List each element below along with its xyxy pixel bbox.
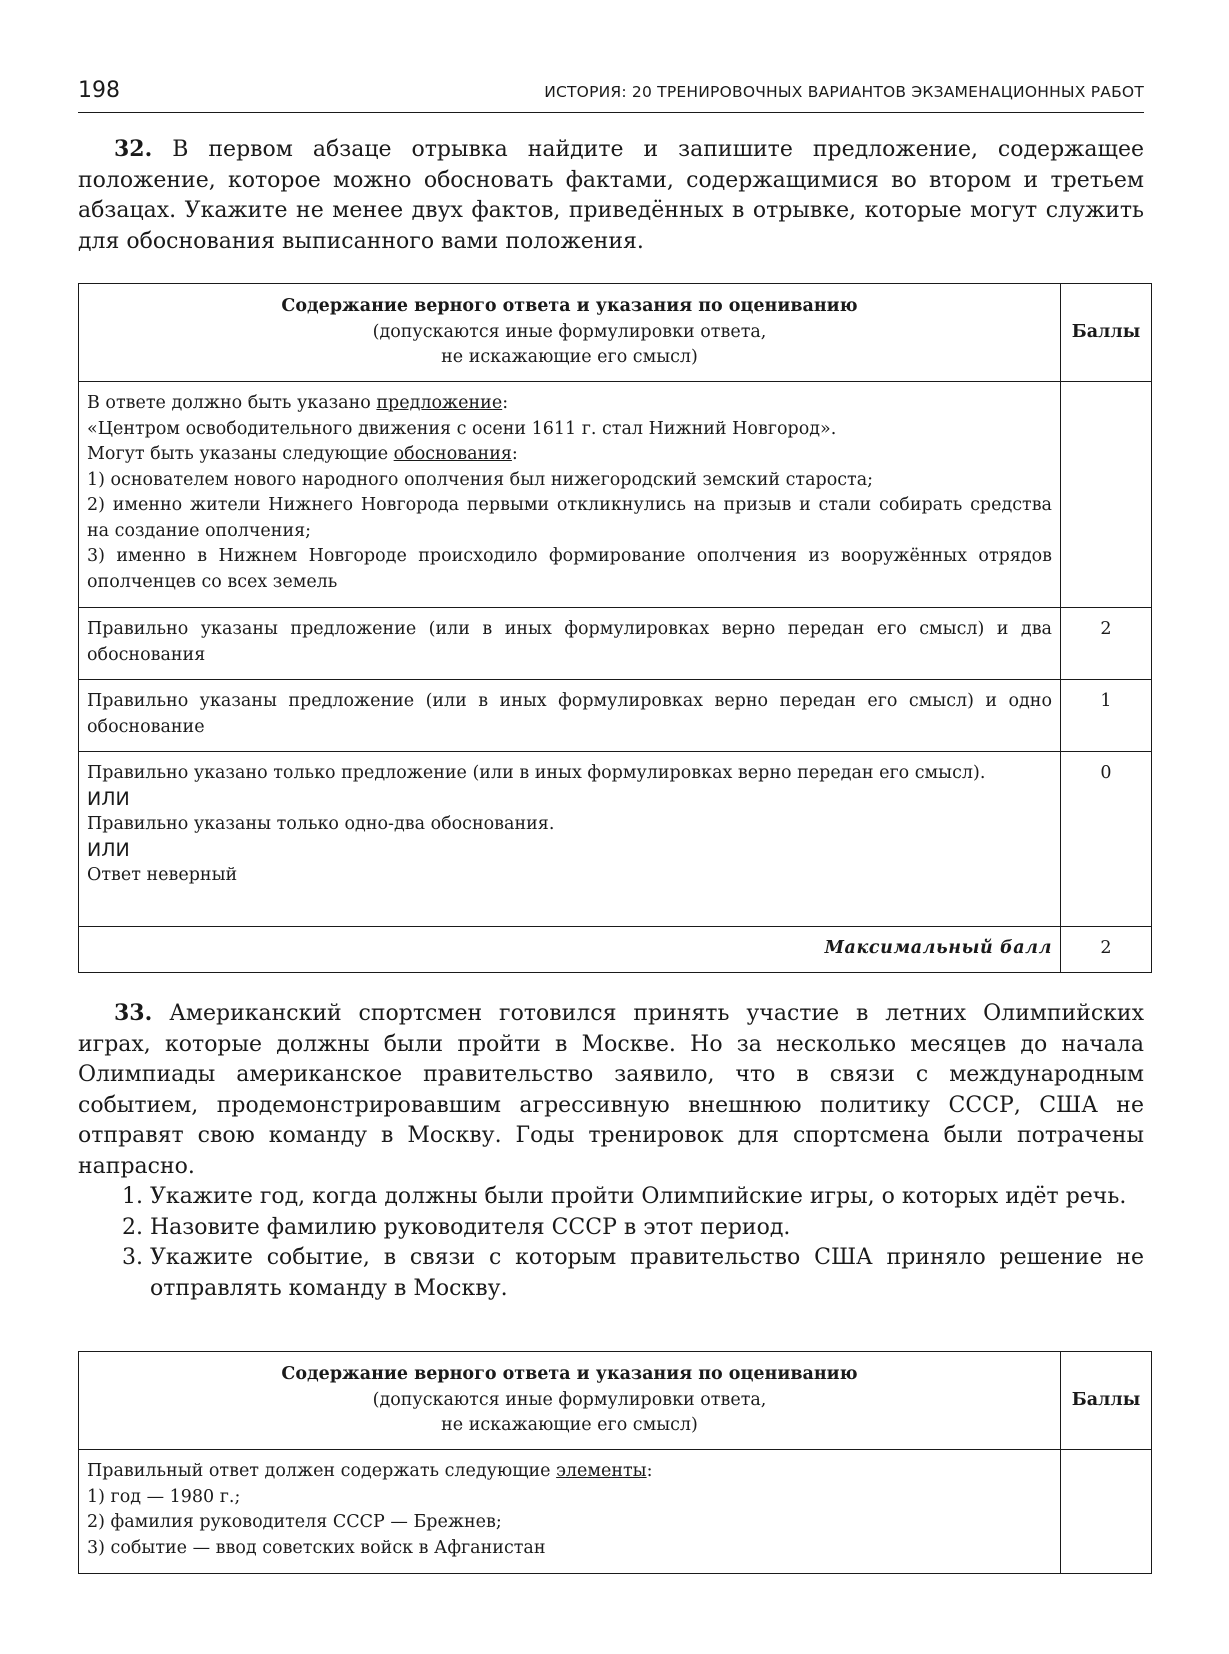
criteria-text: Правильно указано только предложение (или в иных формулировках верно передан его смысл). — [87, 763, 986, 783]
answer-line — [87, 391, 1052, 417]
max-score-label: Максимальный балл — [79, 927, 1061, 973]
content-header — [79, 284, 1061, 382]
answer-text: : — [511, 444, 518, 464]
question-item: 1. Укажите год, когда должны были пройти Олимпийские игры, о которых идёт речь. — [150, 1182, 1144, 1213]
underlined-term: элементы — [556, 1461, 647, 1481]
answer-line: 2) фамилия руководителя СССР — Брежнев; — [87, 1512, 502, 1532]
answer-score-cell — [1061, 382, 1152, 608]
task-33-body: Американский спортсмен готовился принять участие в летних Олимпийских играх, которые должны были пройти в Москве. Но за несколько месяцев до начала Олимпиады американское правительство заявило, что в связи с международным событием, продемонстрировавшим агрессивную внешнюю политику СССР, США не отправят свою команду в Москву. Годы тренировок для спортсмена были потрачены напрасно. — [78, 1001, 1145, 1179]
answer-line: 1) год — 1980 г.; — [87, 1486, 241, 1507]
page-number: 198 — [78, 78, 120, 103]
criteria-score: 0 — [1061, 752, 1152, 927]
criteria-score: 1 — [1061, 680, 1152, 752]
answer-row — [79, 382, 1152, 608]
page-header — [78, 78, 1144, 103]
answer-line: 1) основателем нового народного ополчения был нижегородский земский староста; — [87, 469, 874, 490]
answer-score-cell — [1061, 1450, 1152, 1574]
content-header-title: Содержание верного ответа и указания по оцениванию — [281, 296, 858, 317]
task-32-body: В первом абзаце отрывка найдите и запишите предложение, содержащее положение, которое можно обосновать фактами, содержащимися во втором и третьем абзацах. Укажите не менее двух фактов, приведённых в отрывке, которые могут служить для обоснования выписанного вами положения. — [78, 137, 1144, 254]
criteria-text: Правильно указаны предложение (или в иных формулировках верно передан его смысл) и два обоснования — [79, 608, 1061, 680]
content-header-sub1: (допускаются иные формулировки ответа, — [372, 1389, 767, 1410]
content-header-sub1: (допускаются иные формулировки ответа, — [372, 321, 767, 342]
table-header-row — [79, 284, 1152, 382]
answer-text: В ответе должно быть указано — [87, 393, 377, 413]
task-32 — [78, 134, 1144, 257]
criteria-score: 2 — [1061, 608, 1152, 680]
task-33-questions — [78, 1182, 1144, 1304]
answer-text: : — [502, 393, 509, 413]
content-header-sub2: не искажающие его смысл) — [441, 1415, 698, 1436]
underlined-term: обоснования — [393, 444, 512, 464]
content-header-title: Содержание верного ответа и указания по оцениванию — [281, 1364, 858, 1385]
max-score-value: 2 — [1061, 927, 1152, 973]
answer-line — [87, 442, 1052, 468]
answer-line — [87, 1459, 1052, 1485]
criteria-zero-content — [79, 752, 1061, 927]
criteria-text: Правильно указаны предложение (или в иных формулировках верно передан его смысл) и одно обоснование — [79, 680, 1061, 752]
criteria-row-zero — [79, 752, 1152, 927]
task-32-number: 32. — [114, 136, 153, 162]
question-item: 2. Назовите фамилию руководителя СССР в этот период. — [150, 1213, 1144, 1244]
answer-line: 3) именно в Нижнем Новгороде происходило формирование ополчения из вооружённых отрядов ополченцев со всех земель — [87, 546, 1052, 592]
answer-row — [79, 1450, 1152, 1574]
content-header — [79, 1352, 1061, 1450]
score-header: Баллы — [1061, 1352, 1152, 1450]
answer-text: Правильный ответ должен содержать следующие — [87, 1461, 557, 1481]
answer-content — [79, 382, 1061, 608]
criteria-text: Правильно указаны только одно-два обоснования. — [87, 814, 555, 834]
answer-text: Могут быть указаны следующие — [87, 444, 394, 464]
table-header-row — [79, 1352, 1152, 1450]
answer-line: 2) именно жители Нижнего Новгорода первыми откликнулись на призыв и стали собирать средства на создание ополчения; — [87, 495, 1052, 541]
content-header-sub2: не искажающие его смысл) — [441, 347, 698, 368]
question-item: 3. Укажите событие, в связи с которым правительство США приняло решение не отправлять команду в Москву. — [150, 1243, 1144, 1304]
task-33-text — [78, 998, 1144, 1182]
answer-content — [79, 1450, 1061, 1574]
or-separator: ИЛИ — [87, 838, 130, 861]
task-32-text — [78, 134, 1144, 257]
header-rule — [78, 112, 1144, 113]
underlined-term: предложение — [376, 393, 503, 413]
answer-line: 3) событие — ввод советских войск в Афганистан — [87, 1537, 546, 1558]
grading-table-32 — [78, 283, 1152, 973]
running-title: ИСТОРИЯ: 20 ТРЕНИРОВОЧНЫХ ВАРИАНТОВ ЭКЗАМЕНАЦИОННЫХ РАБОТ — [544, 83, 1144, 101]
task-33-number: 33. — [114, 1000, 153, 1026]
criteria-row — [79, 680, 1152, 752]
answer-line: «Центром освободительного движения с осени 1611 г. стал Нижний Новгород». — [87, 418, 837, 439]
task-33 — [78, 998, 1144, 1304]
answer-text: : — [646, 1461, 653, 1481]
score-header: Баллы — [1061, 284, 1152, 382]
grading-table-33 — [78, 1351, 1152, 1574]
or-separator: ИЛИ — [87, 787, 130, 810]
criteria-row — [79, 608, 1152, 680]
criteria-text: Ответ неверный — [87, 865, 238, 885]
max-score-row — [79, 927, 1152, 973]
